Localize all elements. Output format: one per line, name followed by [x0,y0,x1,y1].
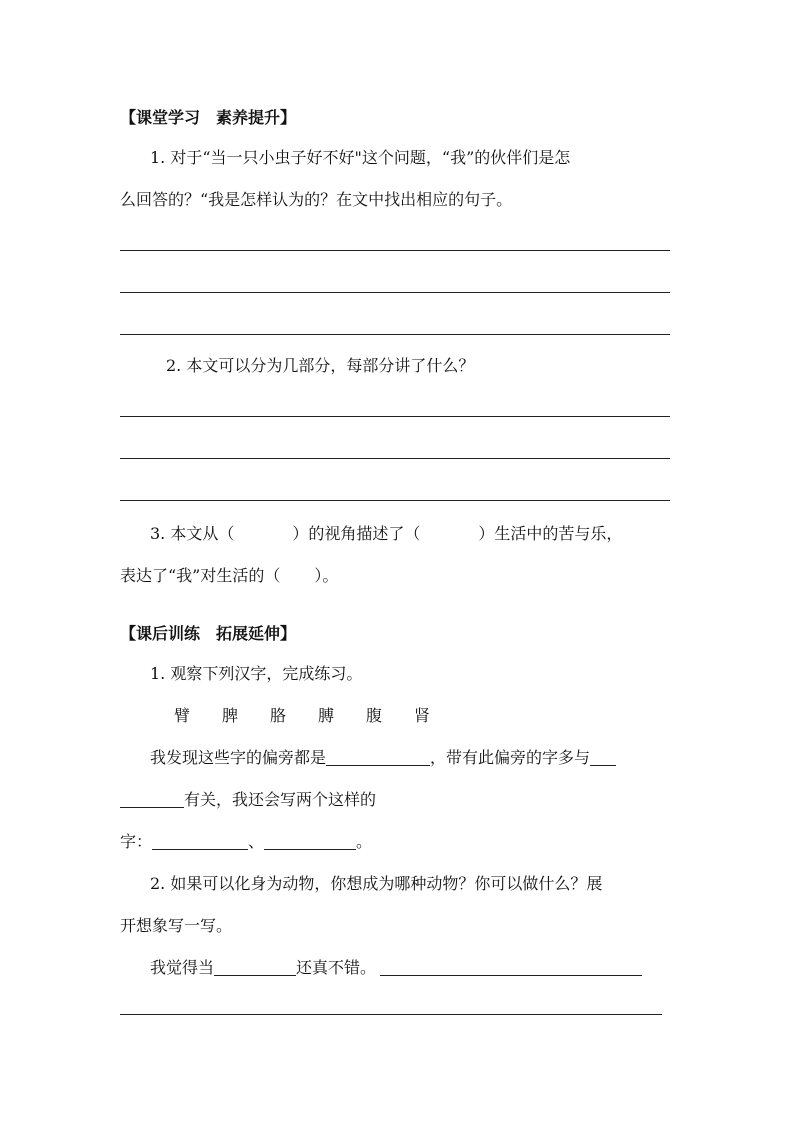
fill-blank[interactable] [590,749,616,766]
fill-blank[interactable] [214,959,296,976]
answer-line[interactable] [120,416,670,417]
question-3-text-e: ）。 [314,566,339,585]
character-item: 胳 [270,706,287,725]
fill-line-examples [120,832,372,852]
fill-blank[interactable] [326,749,430,766]
question-3-text-c: ）生活中的苦与乐， [478,524,623,543]
answer-line[interactable] [120,1014,662,1015]
answer-line[interactable] [120,500,670,501]
answer-line[interactable] [120,458,670,459]
section-title-classroom: 【课堂学习 素养提升】 [120,108,297,127]
question-3-line-1 [150,524,622,544]
section-title-after-class: 【课后训练 拓展延伸】 [120,624,297,643]
character-list [174,706,462,726]
fill-text: 、 [248,832,265,851]
character-item: 腹 [366,706,383,725]
fill-text: 我觉得当 [150,958,215,977]
answer-line[interactable] [120,292,670,293]
fill-blank[interactable] [152,833,248,850]
question-2: 2. 本文可以分为几部分，每部分讲了什么？ [166,356,475,375]
answer-line[interactable] [120,334,670,335]
question-3-line-2 [120,566,338,586]
question-3-text-d: 表达了“我”对生活的（ [120,566,281,585]
fill-blank[interactable] [380,959,642,976]
character-item: 膊 [318,706,335,725]
fill-blank[interactable] [120,791,184,808]
answer-line[interactable] [120,250,670,251]
fill-text: 有关，我还会写两个这样的 [184,790,377,809]
question-3-text-b: ）的视角描述了（ [292,524,421,543]
fill-line-related [120,790,376,810]
fill-text: 。 [356,832,373,851]
character-item: 脾 [222,706,239,725]
fill-text: 还真不错。 [296,958,377,977]
fill-text: 字： [120,832,153,851]
fill-text: 我发现这些字的偏旁都是 [150,748,327,767]
exercise-1: 1. 观察下列汉字，完成练习。 [150,664,363,683]
fill-line-radical [150,748,616,768]
fill-text: ，带有此偏旁的字多与 [430,748,591,767]
question-3-text-a: 3. 本文从（ [150,524,235,543]
fill-line-animal [150,958,642,978]
question-1-line-2: 么回答的？“我是怎样认为的？在文中找出相应的句子。 [120,190,513,209]
fill-blank[interactable] [264,833,356,850]
exercise-2-line-2: 开想象写一写。 [120,916,233,935]
character-item: 肾 [414,706,431,725]
question-1-line-1: 1. 对于“当一只小虫子好不好"这个问题，“我”的伙伴们是怎 [150,148,571,167]
exercise-2-line-1: 2. 如果可以化身为动物，你想成为哪种动物？你可以做什么？展 [150,874,603,893]
character-item: 臂 [174,706,191,725]
